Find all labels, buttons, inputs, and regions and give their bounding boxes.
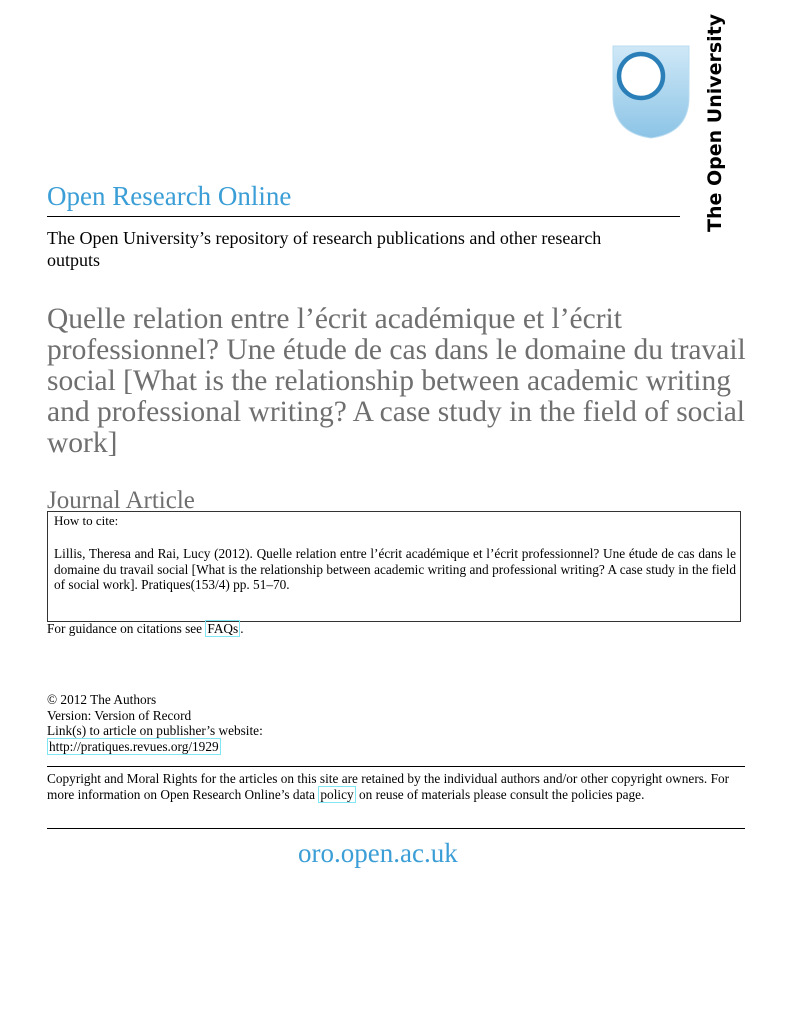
item-type: Journal Article: [47, 487, 195, 514]
divider: [47, 216, 680, 217]
copyright-line: © 2012 The Authors: [47, 692, 157, 707]
site-subtitle: The Open University’s repository of research publications and other research outputs: [47, 228, 602, 270]
open-university-wordmark: The Open University: [704, 13, 726, 232]
open-university-shield-icon: [612, 45, 690, 139]
version-line: Version: Version of Record: [47, 707, 192, 723]
guidance-prefix: For guidance on citations see: [47, 621, 206, 636]
citation-label: How to cite:: [54, 513, 119, 528]
divider: [47, 766, 745, 767]
rights-text-after: on reuse of materials please consult the policies page.: [355, 786, 645, 802]
publication-meta: [47, 692, 447, 754]
citation-text: Lillis, Theresa and Rai, Lucy (2012). Quelle relation entre l’écrit académique et l’écrit professionnel? Une étude de cas dans le domaine du travail social [What is the relationship between academic writing and professional writing? A case study in the field of social work]. Pratiques(153/4) pp. 51–70.: [54, 546, 736, 592]
paper-title: Quelle relation entre l’écrit académique et l’écrit professionnel? Une étude de cas dans le domaine du travail social [What is the relationship between academic writing and professional writing? A case study in the field of social work]: [47, 303, 746, 459]
publisher-url-link[interactable]: http://pratiques.revues.org/1929: [49, 738, 219, 754]
site-title: Open Research Online: [47, 181, 292, 211]
rights-statement: [47, 771, 741, 802]
faqs-link[interactable]: FAQs: [207, 621, 239, 636]
guidance-suffix: .: [240, 621, 244, 636]
policy-link[interactable]: policy: [320, 786, 354, 802]
rights-text-before: Copyright and Moral Rights for the articles on this site are retained by the individual authors and/or other copyright owners. For more information on Open Research Online’s data: [47, 771, 730, 802]
divider: [47, 828, 745, 829]
citation-guidance: [47, 621, 244, 637]
site-url-link[interactable]: oro.open.ac.uk: [298, 838, 458, 868]
links-label: Link(s) to article on publisher’s website:: [47, 723, 263, 738]
